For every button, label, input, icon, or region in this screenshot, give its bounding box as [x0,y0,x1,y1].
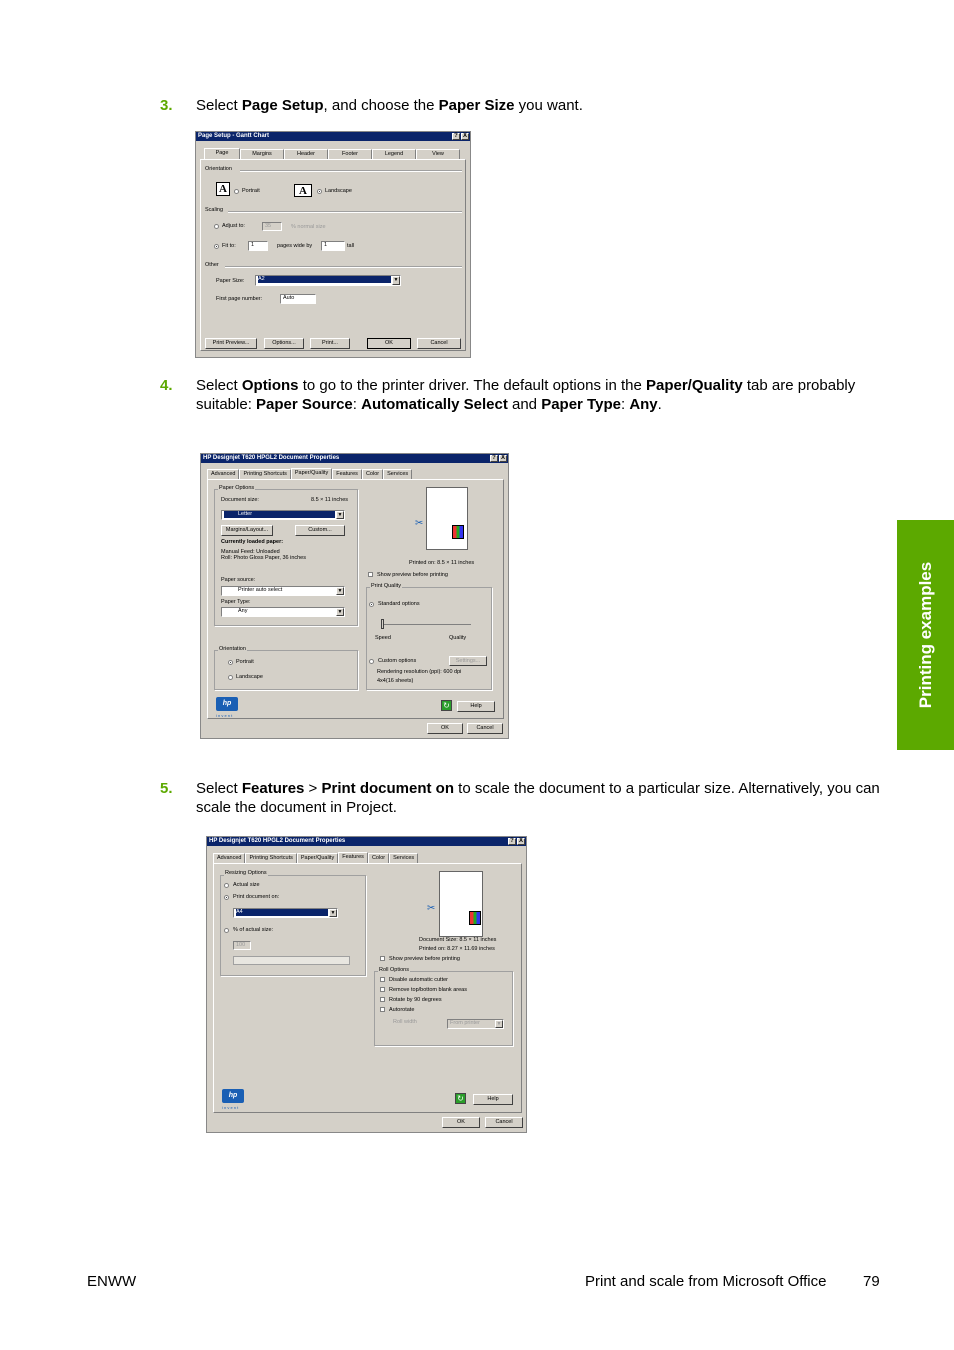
options-button[interactable]: Options... [264,338,304,349]
first-page-label: First page number: [216,296,263,302]
portrait-label: Portrait [242,188,260,194]
tab-footer[interactable]: Footer [328,149,372,159]
print-preview-button[interactable]: Print Preview... [205,338,257,349]
refresh-icon[interactable]: ↻ [455,1093,466,1104]
chevron-down-icon: ▼ [330,910,336,916]
chevron-down-icon: ▼ [393,277,399,283]
chevron-down-icon: ▼ [337,609,343,615]
speed-label: Speed [375,635,391,641]
autorotate-checkbox[interactable] [380,1007,385,1012]
adjust-to-label: Adjust to: [222,223,245,229]
tab-features[interactable]: Features [338,852,368,863]
normal-size-label: % normal size [291,224,326,230]
close-title-button[interactable]: X [462,133,467,139]
paper-type-select[interactable]: Any ▼ [221,607,345,617]
tab-strip [204,149,460,159]
cut-scissors-icon: ✂ [427,903,436,914]
landscape-radio[interactable] [317,189,322,194]
pages-wide-input[interactable]: 1 [248,241,268,251]
paper-type-label: Paper Type: [221,599,251,605]
resizing-options-label: Resizing Options [225,870,267,876]
cancel-button[interactable]: Cancel [417,338,461,349]
refresh-icon[interactable]: ↻ [441,700,452,711]
print-on-paper-select[interactable]: A4 ▼ [233,908,338,918]
show-preview-label: Show preview before printing [377,572,448,578]
invent-label: i n v e n t [216,713,233,718]
loaded-roll: Roll: Photo Gloss Paper, 36 inches [221,555,306,561]
paper-size-select[interactable]: A2 ▼ [255,275,401,286]
landscape-radio[interactable] [228,675,233,680]
portrait-icon: A [216,182,230,196]
custom-options-radio[interactable] [369,659,374,664]
pct-actual-input[interactable]: 100 [233,941,251,950]
print-document-on-label: Print document on: [233,894,280,900]
help-button[interactable]: Help [473,1094,513,1105]
tab-paper-quality[interactable]: Paper/Quality [297,853,338,863]
step-text: Select Options to go to the printer driver. The default options in the Paper/Quality tab are probably suitable: Paper Source: Automatically Select and Paper Type: Any. [196,377,856,413]
portrait-radio[interactable] [228,660,233,665]
pct-actual-label: % of actual size: [233,927,274,933]
cancel-button[interactable]: Cancel [467,723,503,734]
rotate-label: Rotate by 90 degrees [389,997,442,1003]
step-number: 3. [160,97,173,114]
custom-options-label: Custom options [378,658,417,664]
pages-wide-by-label: pages wide by [277,243,313,249]
tab-header[interactable]: Header [284,149,328,159]
pct-actual-scrollbar[interactable] [233,956,350,965]
fit-to-label: Fit to: [222,243,236,249]
paper-source-select[interactable]: Printer auto select ▼ [221,586,345,596]
tall-label: tall [347,243,355,249]
cancel-button[interactable]: Cancel [485,1117,523,1128]
help-button[interactable]: Help [457,701,495,712]
dialog-title: Page Setup - Gantt Chart [196,132,470,141]
paper-size-label: Paper Size: [216,278,245,284]
dialog-title: HP Designjet T620 HPGL2 Document Properties [201,454,508,463]
passes-label: 4x4(16 sheets) [377,678,414,684]
roll-width-label: Roll width [393,1019,417,1025]
orientation-group [214,650,358,690]
portrait-label: Portrait [236,659,254,665]
printed-on-label: Printed on: 8.27 × 11.69 inches [419,946,495,952]
standard-options-label: Standard options [378,601,420,607]
show-preview-checkbox[interactable] [368,572,373,577]
tab-page[interactable]: Page [204,148,240,159]
settings-button[interactable]: Settings... [449,656,487,666]
tab-services[interactable]: Services [389,853,418,863]
paper-source-label: Paper source: [221,577,256,583]
orientation-label: Orientation [219,646,246,652]
help-title-button[interactable]: ? [452,133,460,140]
loaded-manual: Manual Feed: Unloaded [221,549,280,555]
fit-to-radio[interactable] [214,244,219,249]
paper-preview [439,871,483,937]
dialog-title: HP Designjet T620 HPGL2 Document Properties [207,837,526,846]
orientation-label: Orientation [205,166,232,172]
tab-strip [207,469,412,479]
help-title-button[interactable]: ? [490,455,498,462]
chevron-down-icon: ▼ [496,1021,502,1027]
footer-left: ENWW [87,1273,137,1290]
pages-tall-input[interactable]: 1 [321,241,345,251]
page-number: 79 [863,1273,880,1290]
step-text: Select Features > Print document on to scale the document to a particular size. Alternatively, you can scale the document in Project. [196,780,880,816]
ok-button[interactable]: OK [367,338,411,349]
roll-width-select[interactable]: From printer ▼ [447,1019,504,1029]
adjust-to-input[interactable]: 35 [262,222,282,231]
custom-button[interactable]: Custom... [295,525,345,536]
paper-size-select[interactable]: Letter ▼ [221,510,345,520]
landscape-label: Landscape [325,188,352,194]
roll-options-label: Roll Options [379,967,409,973]
quality-label: Quality [449,635,467,641]
cut-scissors-icon: ✂ [415,518,424,529]
landscape-label: Landscape [236,674,263,680]
doc-size-label: Document size: [221,497,259,503]
show-preview-checkbox[interactable] [380,956,385,961]
printed-on-label: Printed on: 8.5 × 11 inches [409,560,475,566]
tab-advanced[interactable]: Advanced [213,853,245,863]
loaded-paper-title: Currently loaded paper: [221,539,284,545]
help-title-button[interactable]: ? [508,838,516,845]
tab-printing-shortcuts[interactable]: Printing Shortcuts [245,853,296,863]
tab-color[interactable]: Color [362,469,383,479]
disable-cutter-checkbox[interactable] [380,977,385,982]
printer-properties-features-dialog [206,836,527,1133]
step-text: Select Page Setup, and choose the Paper Size you want. [196,97,583,114]
remove-blank-checkbox[interactable] [380,987,385,992]
invent-label: i n v e n t [222,1105,239,1110]
print-button[interactable]: Print... [310,338,350,349]
preview-image [469,911,481,925]
paper-options-label: Paper Options [219,485,255,491]
footer-title: Print and scale from Microsoft Office [585,1273,827,1290]
close-title-button[interactable]: X [518,838,523,844]
hp-logo: hp [216,697,238,711]
margins-layout-button[interactable]: Margins/Layout... [221,525,273,536]
chevron-down-icon: ▼ [337,512,343,518]
tab-strip [213,853,418,863]
tab-features[interactable]: Features [332,469,362,479]
step-number: 5. [160,780,173,797]
printer-properties-paper-quality-dialog [200,453,509,739]
tab-legend[interactable]: Legend [372,149,416,159]
section-side-tab [897,520,954,750]
scaling-label: Scaling [205,207,224,213]
paper-preview [426,487,468,550]
tab-services[interactable]: Services [383,469,412,479]
tab-color[interactable]: Color [368,853,389,863]
document-size-label: Document Size: 8.5 × 11 inches [419,937,497,943]
show-preview-label: Show preview before printing [389,956,460,962]
step-number: 4. [160,377,173,394]
ok-button[interactable]: OK [442,1117,480,1128]
tab-paper-quality[interactable]: Paper/Quality [291,468,332,479]
rendering-resolution: Rendering resolution (ppi): 600 dpi [377,669,462,675]
actual-size-radio[interactable] [224,883,229,888]
doc-size-value: 8.5 × 11 inches [311,497,349,503]
first-page-input[interactable]: Auto [280,294,316,304]
quality-slider[interactable] [381,624,471,625]
actual-size-label: Actual size [233,882,260,888]
section-side-tab-label: Printing examples [915,561,935,709]
ok-button[interactable]: OK [427,723,463,734]
page-setup-dialog [195,131,471,358]
tab-margins[interactable]: Margins [240,149,284,159]
rotate-checkbox[interactable] [380,997,385,1002]
tab-advanced[interactable]: Advanced [207,469,239,479]
tab-printing-shortcuts[interactable]: Printing Shortcuts [239,469,290,479]
adjust-to-radio[interactable] [214,224,219,229]
remove-blank-label: Remove top/bottom blank areas [389,987,467,993]
close-title-button[interactable]: X [500,455,505,461]
other-label: Other [205,262,219,268]
disable-cutter-label: Disable automatic cutter [389,977,448,983]
standard-options-radio[interactable] [369,602,374,607]
quality-slider-thumb[interactable] [381,619,384,629]
portrait-radio[interactable] [234,189,239,194]
chevron-down-icon: ▼ [337,588,343,594]
pct-actual-radio[interactable] [224,928,229,933]
print-quality-label: Print Quality [371,583,401,589]
hp-logo: hp [222,1089,244,1103]
print-document-on-radio[interactable] [224,895,229,900]
landscape-icon: A [294,184,312,197]
preview-image [452,525,464,539]
autorotate-label: Autorotate [389,1007,415,1013]
tab-view[interactable]: View [416,149,460,159]
